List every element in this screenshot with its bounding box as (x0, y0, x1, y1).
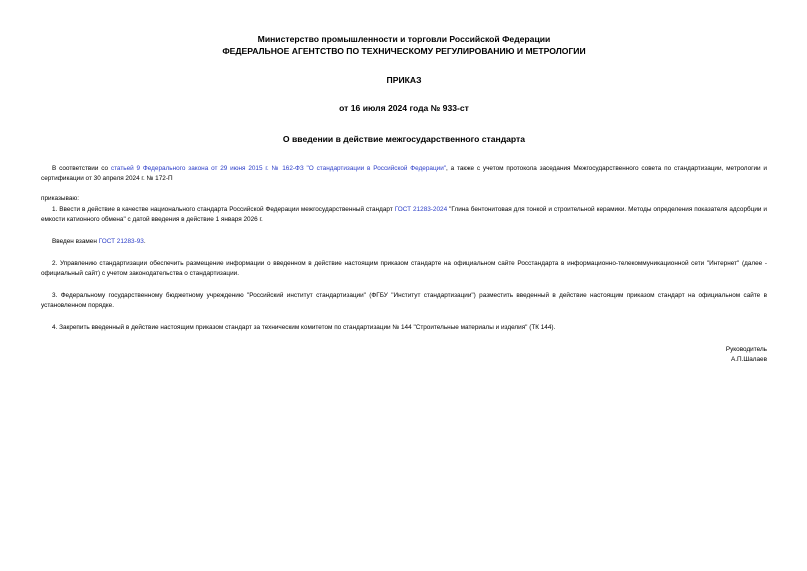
item-1-text-start: 1. Ввести в действие в качестве национального стандарта Российской Федерации межгосударственный стандарт (52, 206, 395, 213)
preamble-paragraph (41, 164, 767, 184)
item-1-text-end: "Глина бентонитовая для тонкой и строительной керамики. Методы определения показателя адсорбции и емкости катионного обмена" с датой введения в действие 1 января 2026 г. (41, 206, 768, 223)
order-document (41, 34, 767, 365)
order-body (41, 164, 767, 333)
document-title: О введении в действие межгосударственного стандарта (282, 134, 526, 144)
gost-1993-link[interactable]: ГОСТ 21283-93 (98, 238, 144, 245)
item-3-paragraph: 3. Федеральному государственному бюджетному учреждению "Российский институт стандартизации" (ФГБУ "Институт стандартизации") разместить введенный в действие настоящим приказом стандарт на официальном сайте в установленном порядке. (41, 292, 767, 309)
preamble-text-start: В соответствии со (52, 165, 111, 172)
replaced-text-end: . (143, 238, 146, 245)
order-date: от 16 июля 2024 года № 933-ст (339, 103, 469, 113)
signature-position: Руководитель (725, 346, 767, 353)
agency-name: ФЕДЕРАЛЬНОЕ АГЕНТСТВО ПО ТЕХНИЧЕСКОМУ РЕГУЛИРОВАНИЮ И МЕТРОЛОГИИ (222, 46, 586, 56)
replaced-text: Введен взамен (52, 238, 99, 245)
gost-2024-link[interactable]: ГОСТ 21283-2024 (394, 206, 448, 213)
item-2-paragraph: 2. Управлению стандартизации обеспечить размещение информации о введенном в действие настоящим приказом стандарте на официальном сайте Росстандарта в информационно-телекоммуникационной сети "Интернет" (далее - официальный сайт) с учетом законодательства о стандартизации. (41, 260, 767, 277)
order-label: ПРИКАЗ (386, 75, 422, 85)
item-4-paragraph: 4. Закрепить введенный в действие настоящим приказом стандарт за техническим комитетом по стандартизации № 144 "Строительные материалы и изделия" (ТК 144). (52, 324, 556, 331)
orders-word: приказываю: (41, 195, 79, 202)
signature-name: А.П.Шалаев (730, 356, 767, 363)
ministry-name: Министерство промышленности и торговли Российской Федерации (257, 34, 551, 44)
preamble-text-end: , а также с учетом протокола заседания Межгосударственного совета по стандартизации, метрологии и сертификации от 30 апреля 2024 г. № 172-П (41, 165, 768, 182)
federal-law-link[interactable]: статьей 9 Федерального закона от 29 июня 2015 г. № 162-ФЗ "О стандартизации в Российской Федерации" (110, 165, 447, 172)
signature-block (41, 345, 767, 365)
item-1-paragraph (41, 205, 767, 225)
replaced-paragraph (41, 237, 767, 247)
